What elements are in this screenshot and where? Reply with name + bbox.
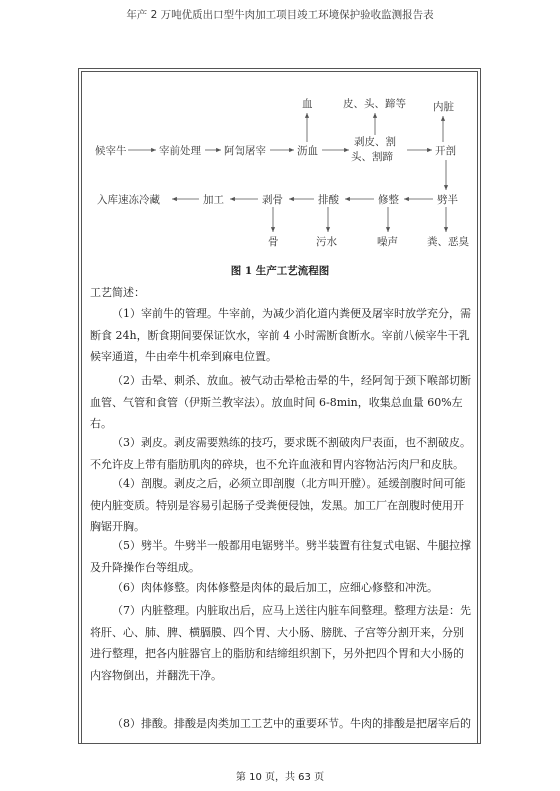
- node-stunning: 阿訇屠宰: [224, 145, 266, 157]
- paragraph-5: （5）劈半。牛劈半一般都用电锯劈半。劈半装置有往复式电锯、牛腿拉撑及升降操作台等组成。: [90, 539, 471, 574]
- node-offal: 内脏: [433, 101, 454, 113]
- node-halve: 劈半: [437, 194, 458, 206]
- node-trim: 修整: [378, 194, 399, 206]
- node-noise: 噪声: [377, 236, 398, 248]
- paragraph-6: （6）肉体修整。肉体修整是肉体的最后加工，应细心修整和冲洗。: [112, 581, 438, 594]
- node-open: 开剖: [435, 145, 456, 157]
- node-process: 加工: [203, 194, 224, 206]
- node-pre-slaughter: 宰前处理: [159, 145, 201, 157]
- paragraph-8: （8）排酸。排酸是肉类加工工艺中的重要环节。牛肉的排酸是把屠宰后的: [112, 717, 471, 730]
- node-store: 入库速冻冷藏: [97, 194, 160, 206]
- node-skinning-2: 头、割蹄: [351, 151, 393, 163]
- node-waste: 污水: [316, 236, 337, 248]
- node-cattle: 候宰牛: [95, 145, 127, 157]
- report-header: 年产 2 万吨优质出口型牛肉加工项目竣工环境保护验收监测报告表: [126, 9, 434, 21]
- node-hide: 皮、头、蹄等: [343, 98, 406, 110]
- paragraph-3: （3）剥皮。剥皮需要熟练的技巧，要求既不割破肉尸表面，也不割破皮。不允许皮上带有脂肪肌肉的碎块，也不允许血液和胃内容物沾污肉尸和皮肤。: [90, 436, 471, 471]
- page-footer: 第 10 页，共 63 页: [235, 772, 325, 783]
- node-debone: 剥骨: [262, 194, 283, 206]
- node-acid: 排酸: [318, 194, 339, 206]
- node-manure: 粪、恶臭: [427, 236, 469, 248]
- paragraph-intro: 工艺简述：: [90, 286, 145, 299]
- node-blood: 血: [302, 98, 313, 110]
- paragraph-7: （7）内脏整理。内脏取出后，应马上送往内脏车间整理。整理方法是：先将肝、心、肺、脾、横膈膜、四个胃、大小肠、膀胱、子宫等分割开来，分别进行整理，把各内脏器官上的脂肪和结缔组织割下，另外把四个胃和大小肠的内容物倒出，并翻洗干净。: [90, 604, 471, 682]
- paragraph-2: （2）击晕、刺杀、放血。被气动击晕枪击晕的牛，经阿訇于颈下喉部切断血管、气管和食管（伊斯兰教宰法）。放血时间 6-8min，收集总血量 60%左右。: [90, 374, 471, 430]
- paragraph-4: （4）剖腹。剥皮之后，必须立即剖腹（北方叫开膛）。延缓剖腹时间可能使内脏变质。特别是容易引起肠子受粪便侵蚀，发黑。加工厂在剖腹时使用开胸锯开胸。: [90, 477, 466, 533]
- process-flow-diagram: [0, 0, 560, 260]
- paragraph-1: （1）宰前牛的管理。牛宰前，为减少消化道内粪便及屠宰时放学充分，需断食 24h，断食期间要保证饮水，宰前 4 小时需断食断水。宰前八候宰牛干乳候宰通道，牛由牵牛机牵到麻电位置。: [90, 307, 471, 363]
- node-bone: 骨: [268, 236, 279, 248]
- node-bleeding: 沥血: [297, 145, 318, 157]
- figure-caption: 图 1 生产工艺流程图: [230, 265, 330, 277]
- node-skinning: 剥皮、割: [354, 136, 396, 148]
